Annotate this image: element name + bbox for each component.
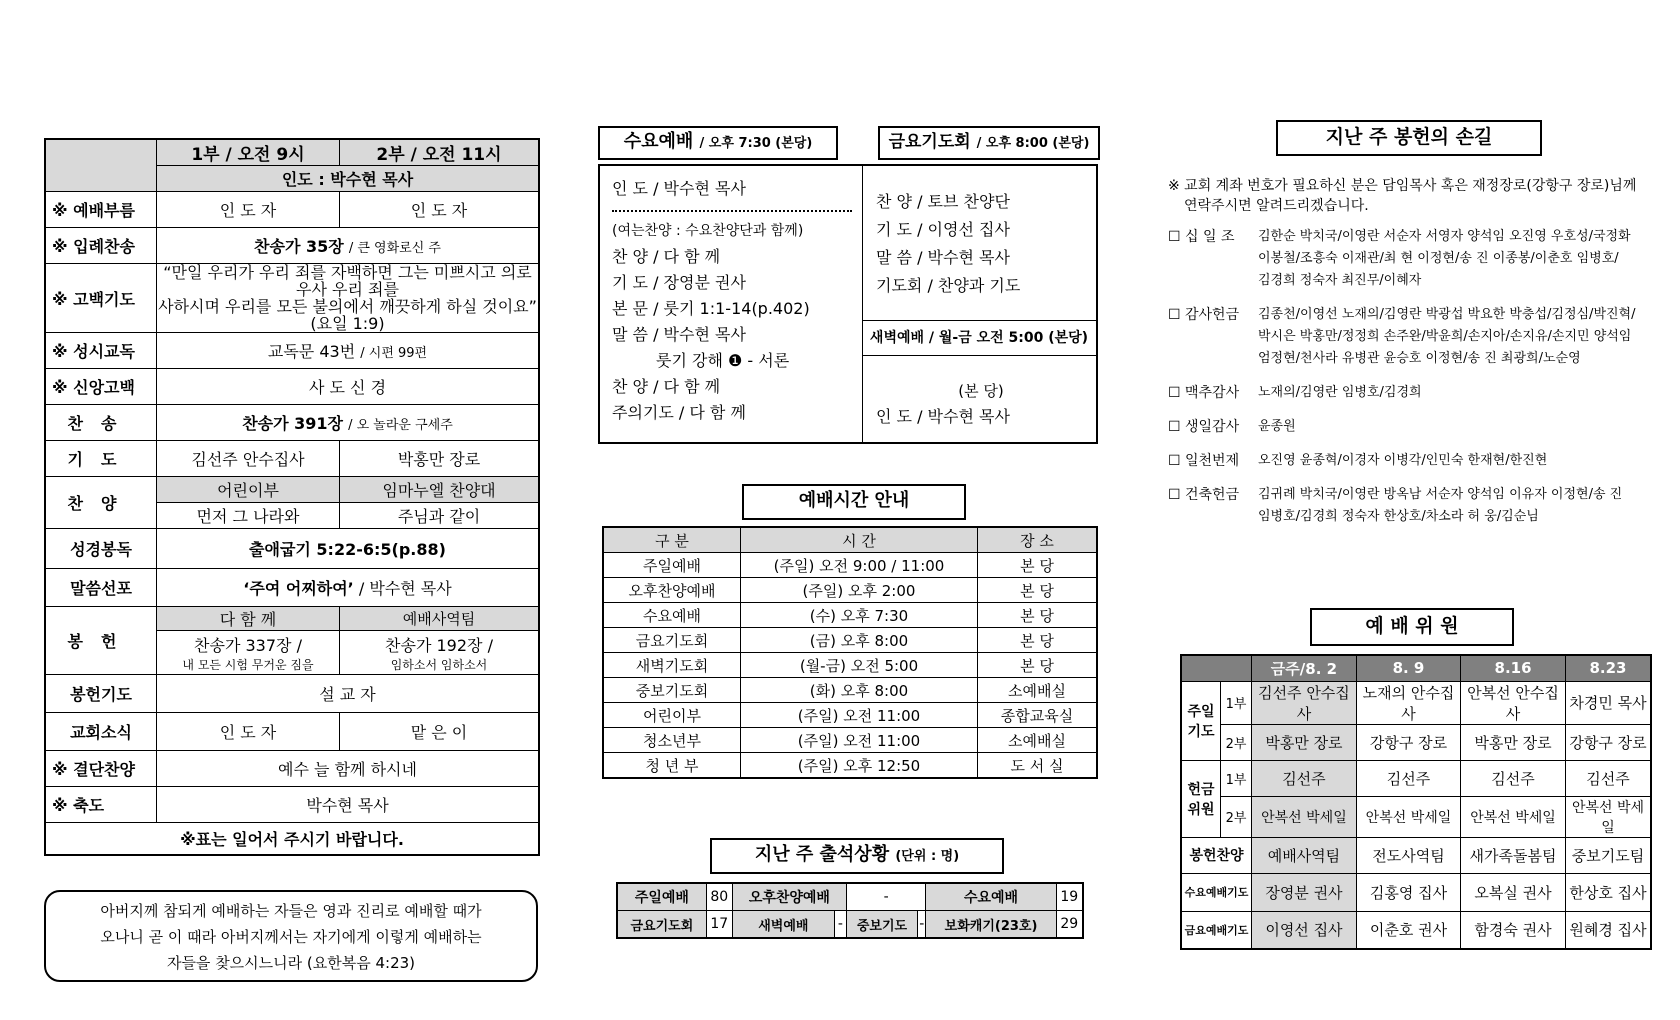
part-label: 2부 <box>1221 796 1252 837</box>
service-place: 소예배실 <box>978 678 1098 703</box>
member-cell: 김선주 <box>1356 760 1460 796</box>
cell: 박수현 목사 <box>157 787 540 823</box>
row-label: 말씀선포 <box>45 569 157 607</box>
service-time: (금) 오후 8:00 <box>741 628 978 653</box>
service-place: 본 당 <box>978 628 1098 653</box>
offering-label: ☐ 십 일 조 <box>1168 229 1235 245</box>
row-label: ※ 축도 <box>45 787 157 823</box>
preacher: / 박수현 목사 <box>358 579 452 598</box>
role-label: 주일기도 <box>1181 681 1221 760</box>
schedule-title: 예배시간 안내 <box>742 484 966 520</box>
reading-title: / 시편 99편 <box>360 346 428 361</box>
order-line: 기 도 / 장영분 권사 <box>612 273 746 292</box>
member-cell: 박홍만 장로 <box>1461 724 1566 760</box>
att-label: 중보기도 <box>846 911 917 939</box>
service-place: 본 당 <box>978 553 1098 578</box>
order-line: 기 도 / 이영선 집사 <box>876 220 1010 239</box>
offering-label: ☐ 건축헌금 <box>1168 487 1240 503</box>
cell <box>157 631 340 675</box>
cell <box>157 333 540 369</box>
offering-label: ☐ 일천번제 <box>1168 453 1240 469</box>
notice-line: ※ 교회 계좌 번호가 필요하신 분은 담임목사 혹은 재정장로(강항구 장로)님께 <box>1168 178 1637 194</box>
part-label: 2부 <box>1221 724 1252 760</box>
cell: 어린이부 <box>157 477 340 503</box>
cell: 박홍만 장로 <box>340 441 540 477</box>
cell: 인 도 자 <box>157 713 340 751</box>
text-line: 내 모든 시험 무거운 짐을 <box>182 657 314 672</box>
service-time: (화) 오후 8:00 <box>741 678 978 703</box>
member-cell: 오복실 권사 <box>1461 873 1566 911</box>
att-value: - <box>918 911 926 939</box>
hymn-title: / 큰 영화로신 주 <box>348 241 441 256</box>
dawn-place: (본 당) <box>958 382 1004 400</box>
att-label: 오후찬양예배 <box>732 883 846 911</box>
verse-line: 아버지께 참되게 예배하는 자들은 영과 진리로 예배할 때가 <box>100 902 482 920</box>
row-label: 찬양 <box>45 477 157 529</box>
wed-fri-box <box>598 164 1098 444</box>
dotted-divider <box>612 206 852 212</box>
order-line: 말 씀 / 박수현 목사 <box>876 248 1010 267</box>
sermon-title: ‘주여 어찌하여’ <box>243 579 354 598</box>
header-cell: 시 간 <box>741 527 978 553</box>
service-name: 오후찬양예배 <box>603 578 741 603</box>
offering-item <box>1168 416 1668 438</box>
dawn-body <box>876 378 1086 430</box>
att-value: - <box>834 911 846 939</box>
row-label: ※ 성시교독 <box>45 333 157 369</box>
att-value: - <box>846 883 926 911</box>
service-place: 소예배실 <box>978 728 1098 753</box>
cell: 예배사역팀 <box>340 607 540 631</box>
offering-title: 지난 주 봉헌의 손길 <box>1276 120 1542 156</box>
role-label: 헌금위원 <box>1181 760 1221 837</box>
offering-list <box>1168 226 1668 540</box>
service-time: (주일) 오후 12:50 <box>741 753 978 779</box>
offering-item <box>1168 484 1668 528</box>
cell: 먼저 그 나라와 <box>157 503 340 529</box>
member-cell: 노재의 안수집사 <box>1356 681 1460 724</box>
cell: 맡 은 이 <box>340 713 540 751</box>
service-name: 청 년 부 <box>603 753 741 779</box>
att-label: 주일예배 <box>617 883 706 911</box>
cell: 출애굽기 5:22-6:5(p.88) <box>157 529 540 569</box>
service-name: 청소년부 <box>603 728 741 753</box>
service-place: 본 당 <box>978 653 1098 678</box>
time-text: / 오후 7:30 (본당) <box>699 136 813 151</box>
att-value: 17 <box>706 911 732 939</box>
member-cell: 안복선 안수집사 <box>1461 681 1566 724</box>
offering-names: 노재의/김영란 임병호/김경희 <box>1258 385 1422 400</box>
order-line: 주의기도 / 다 함 께 <box>612 403 746 422</box>
member-cell: 김선주 <box>1252 760 1357 796</box>
role-label: 금요예배기도 <box>1181 911 1252 949</box>
hymn-number: 찬송가 35장 <box>254 237 344 256</box>
part-label: 1부 <box>1221 760 1252 796</box>
cell: 사 도 신 경 <box>157 369 540 405</box>
hymn-number: 찬송가 391장 <box>242 414 343 433</box>
member-cell: 전도사역팀 <box>1356 837 1460 873</box>
att-label: 새벽예배 <box>732 911 834 939</box>
title-text: 수요예배 <box>623 131 694 152</box>
service-time: (주일) 오전 11:00 <box>741 728 978 753</box>
standing-note: ※표는 일어서 주시기 바랍니다. <box>45 823 539 855</box>
row-label: ※ 입례찬송 <box>45 228 157 264</box>
offering-item <box>1168 304 1668 370</box>
offering-names <box>1258 226 1668 292</box>
order-line: 룻기 강해 ❶ - 서론 <box>656 351 790 370</box>
att-label: 금요기도회 <box>617 911 706 939</box>
offering-notice <box>1168 176 1668 216</box>
order-line: 인 도 / 박수현 목사 <box>612 179 746 198</box>
order-line: 찬 양 / 토브 찬양단 <box>876 192 1010 211</box>
row-label: 봉헌기도 <box>45 675 157 713</box>
service-name: 주일예배 <box>603 553 741 578</box>
notice-line: 연락주시면 알려드리겠습니다. <box>1184 198 1369 214</box>
order-line: 본 문 / 룻기 1:1-14(p.402) <box>612 299 810 318</box>
intro-leader: 인도 : 박수현 목사 <box>157 166 540 192</box>
dawn-leader: 인 도 / 박수현 목사 <box>876 407 1010 426</box>
date-header: 8.16 <box>1461 655 1566 681</box>
service-place: 본 당 <box>978 603 1098 628</box>
title-text: 지난 주 출석상황 <box>754 844 890 865</box>
text-line: 찬송가 192장 / <box>385 635 493 655</box>
member-cell: 김홍영 집사 <box>1356 873 1460 911</box>
offering-item <box>1168 382 1668 404</box>
member-cell: 중보기도팀 <box>1565 837 1651 873</box>
att-value: 19 <box>1056 883 1083 911</box>
service-time: (주일) 오후 2:00 <box>741 578 978 603</box>
name-line: 김종천/이영선 노재의/김영란 박광섭 박요한 박충섭/김정심/박진혁/ <box>1258 307 1636 322</box>
member-cell: 원혜경 집사 <box>1565 911 1651 949</box>
member-cell: 강항구 장로 <box>1565 724 1651 760</box>
date-header: 금주/8. 2 <box>1252 655 1357 681</box>
att-value: 80 <box>706 883 732 911</box>
name-line: 엄정현/천사라 유병관 윤승호 이정현/송 진 최광희/노순영 <box>1258 351 1581 366</box>
cell: 예수 늘 함께 하시네 <box>157 751 540 787</box>
service-name: 수요예배 <box>603 603 741 628</box>
cell: 김선주 안수집사 <box>157 441 340 477</box>
text-line: 임하소서 임하소서 <box>390 657 488 672</box>
offering-item <box>1168 450 1668 472</box>
member-cell: 안복선 박세일 <box>1461 796 1566 837</box>
name-line: 김경희 정숙자 최진무/이혜자 <box>1258 273 1422 288</box>
member-cell: 차경민 목사 <box>1565 681 1651 724</box>
cell: 주님과 같이 <box>340 503 540 529</box>
header-cell: 장 소 <box>978 527 1098 553</box>
reading-number: 교독문 43번 <box>267 342 356 361</box>
wednesday-title <box>598 126 838 160</box>
row-label: 교회소식 <box>45 713 157 751</box>
member-cell: 새가족돌봄팀 <box>1461 837 1566 873</box>
member-cell: 이춘호 권사 <box>1356 911 1460 949</box>
order-of-service-table <box>44 138 540 856</box>
member-cell: 한상호 집사 <box>1565 873 1651 911</box>
offering-names: 윤종원 <box>1258 419 1296 434</box>
first-service-header: 1부 / 오전 9시 <box>157 139 340 166</box>
friday-title <box>878 126 1100 160</box>
part-label: 1부 <box>1221 681 1252 724</box>
service-place: 도 서 실 <box>978 753 1098 779</box>
member-cell: 안복선 박세일 <box>1356 796 1460 837</box>
confession-text <box>157 264 540 333</box>
member-cell: 김선주 안수집사 <box>1252 681 1357 724</box>
time-text: / 오후 8:00 (본당) <box>976 136 1090 151</box>
att-label: 수요예배 <box>926 883 1056 911</box>
order-line: 기도회 / 찬양과 기도 <box>876 276 1021 295</box>
row-label: ※ 고백기도 <box>45 264 157 333</box>
member-cell: 안복선 박세일 <box>1565 796 1651 837</box>
friday-body <box>876 188 1086 300</box>
order-line: 말 씀 / 박수현 목사 <box>612 325 746 344</box>
row-label: ※ 예배부름 <box>45 192 157 228</box>
att-value: 29 <box>1056 911 1083 939</box>
row-label: ※ 결단찬양 <box>45 751 157 787</box>
member-cell: 이영선 집사 <box>1252 911 1357 949</box>
text-line: 사하시며 우리를 모든 불의에서 깨끗하게 하실 것이요” (요일 1:9) <box>158 297 537 333</box>
member-cell: 강항구 장로 <box>1356 724 1460 760</box>
date-header: 8. 9 <box>1356 655 1460 681</box>
offering-names <box>1258 304 1668 370</box>
cell: 임마누엘 찬양대 <box>340 477 540 503</box>
committee-title: 예 배 위 원 <box>1310 608 1514 646</box>
attendance-table <box>616 882 1084 939</box>
row-label: 기도 <box>45 441 157 477</box>
row-label: 성경봉독 <box>45 529 157 569</box>
role-label: 봉헌찬양 <box>1181 837 1252 873</box>
service-time: (월-금) 오전 5:00 <box>741 653 978 678</box>
scripture-verse-box <box>44 890 538 982</box>
member-cell: 함경숙 권사 <box>1461 911 1566 949</box>
offering-names <box>1258 484 1668 528</box>
name-line: 박시은 박홍만/정정희 손주완/박윤희/손지아/손지유/손지민 양석임 <box>1258 329 1632 344</box>
name-line: 김귀례 박치국/이영란 방옥남 서순자 양석임 이유자 이정현/송 진 <box>1258 487 1623 502</box>
row-label: ※ 신앙고백 <box>45 369 157 405</box>
member-cell: 김선주 <box>1565 760 1651 796</box>
cell <box>157 405 540 441</box>
date-header: 8.23 <box>1565 655 1651 681</box>
member-cell: 김선주 <box>1461 760 1566 796</box>
row-label: 봉헌 <box>45 607 157 675</box>
corner-cell <box>1181 655 1252 681</box>
title-text: 금요기도회 <box>888 132 971 152</box>
row-label: 찬송 <box>45 405 157 441</box>
member-cell: 안복선 박세일 <box>1252 796 1357 837</box>
second-service-header: 2부 / 오전 11시 <box>340 139 540 166</box>
order-line: 찬 양 / 다 함 께 <box>612 247 721 266</box>
service-place: 본 당 <box>978 578 1098 603</box>
cell: 인 도 자 <box>157 192 340 228</box>
service-name: 새벽기도회 <box>603 653 741 678</box>
name-line: 김한순 박치국/이영란 서순자 서영자 양석임 오진영 우호성/국정화 <box>1258 229 1631 244</box>
service-name: 어린이부 <box>603 703 741 728</box>
offering-names: 오진영 윤종혁/이경자 이병각/인민숙 한재현/한진현 <box>1258 453 1548 468</box>
att-label: 보화캐기(23호) <box>926 911 1056 939</box>
cell <box>157 569 540 607</box>
service-time: (주일) 오전 9:00 / 11:00 <box>741 553 978 578</box>
order-line: (여는찬양 : 수요찬양단과 함께) <box>612 223 804 239</box>
committee-table <box>1180 654 1652 950</box>
text-line: 찬송가 337장 / <box>194 635 302 655</box>
name-line: 임병호/김경희 정숙자 한상호/차소라 허 웅/김순님 <box>1258 509 1539 524</box>
cell: 인 도 자 <box>340 192 540 228</box>
column-divider <box>862 166 863 442</box>
hymn-title: / 오 놀라운 구세주 <box>348 418 453 433</box>
attendance-title <box>710 838 1004 874</box>
member-cell: 장영분 권사 <box>1252 873 1357 911</box>
header-cell: 구 분 <box>603 527 741 553</box>
cell <box>340 631 540 675</box>
text-line: “만일 우리가 우리 죄를 자백하면 그는 미쁘시고 의로우사 우리 죄를 <box>163 263 532 299</box>
role-label: 수요예배기도 <box>1181 873 1252 911</box>
service-name: 금요기도회 <box>603 628 741 653</box>
service-place: 종합교육실 <box>978 703 1098 728</box>
offering-label: ☐ 생일감사 <box>1168 419 1240 435</box>
unit-text: (단위 : 명) <box>895 849 960 864</box>
name-line: 이봉철/조흥숙 이재관/최 현 이정현/송 진 이종봉/이춘호 임병호/ <box>1258 251 1619 266</box>
offering-item <box>1168 226 1668 292</box>
order-line: 찬 양 / 다 함 께 <box>612 377 721 396</box>
member-cell: 박홍만 장로 <box>1252 724 1357 760</box>
schedule-table <box>602 526 1098 779</box>
member-cell: 예배사역팀 <box>1252 837 1357 873</box>
verse-line: 오나니 곧 이 때라 아버지께서는 자기에게 이렇게 예배하는 <box>100 928 482 946</box>
cell: 설 교 자 <box>157 675 540 713</box>
dawn-title: 새벽예배 / 월-금 오전 5:00 (본당) <box>862 320 1096 356</box>
offering-label: ☐ 감사헌금 <box>1168 307 1240 323</box>
service-name: 중보기도회 <box>603 678 741 703</box>
verse-line: 자들을 찾으시느니라 (요한복음 4:23) <box>166 954 416 972</box>
cell <box>157 228 540 264</box>
wednesday-body <box>612 176 852 426</box>
service-time: (주일) 오전 11:00 <box>741 703 978 728</box>
offering-label: ☐ 맥추감사 <box>1168 385 1240 401</box>
cell: 다 함 께 <box>157 607 340 631</box>
service-time: (수) 오후 7:30 <box>741 603 978 628</box>
